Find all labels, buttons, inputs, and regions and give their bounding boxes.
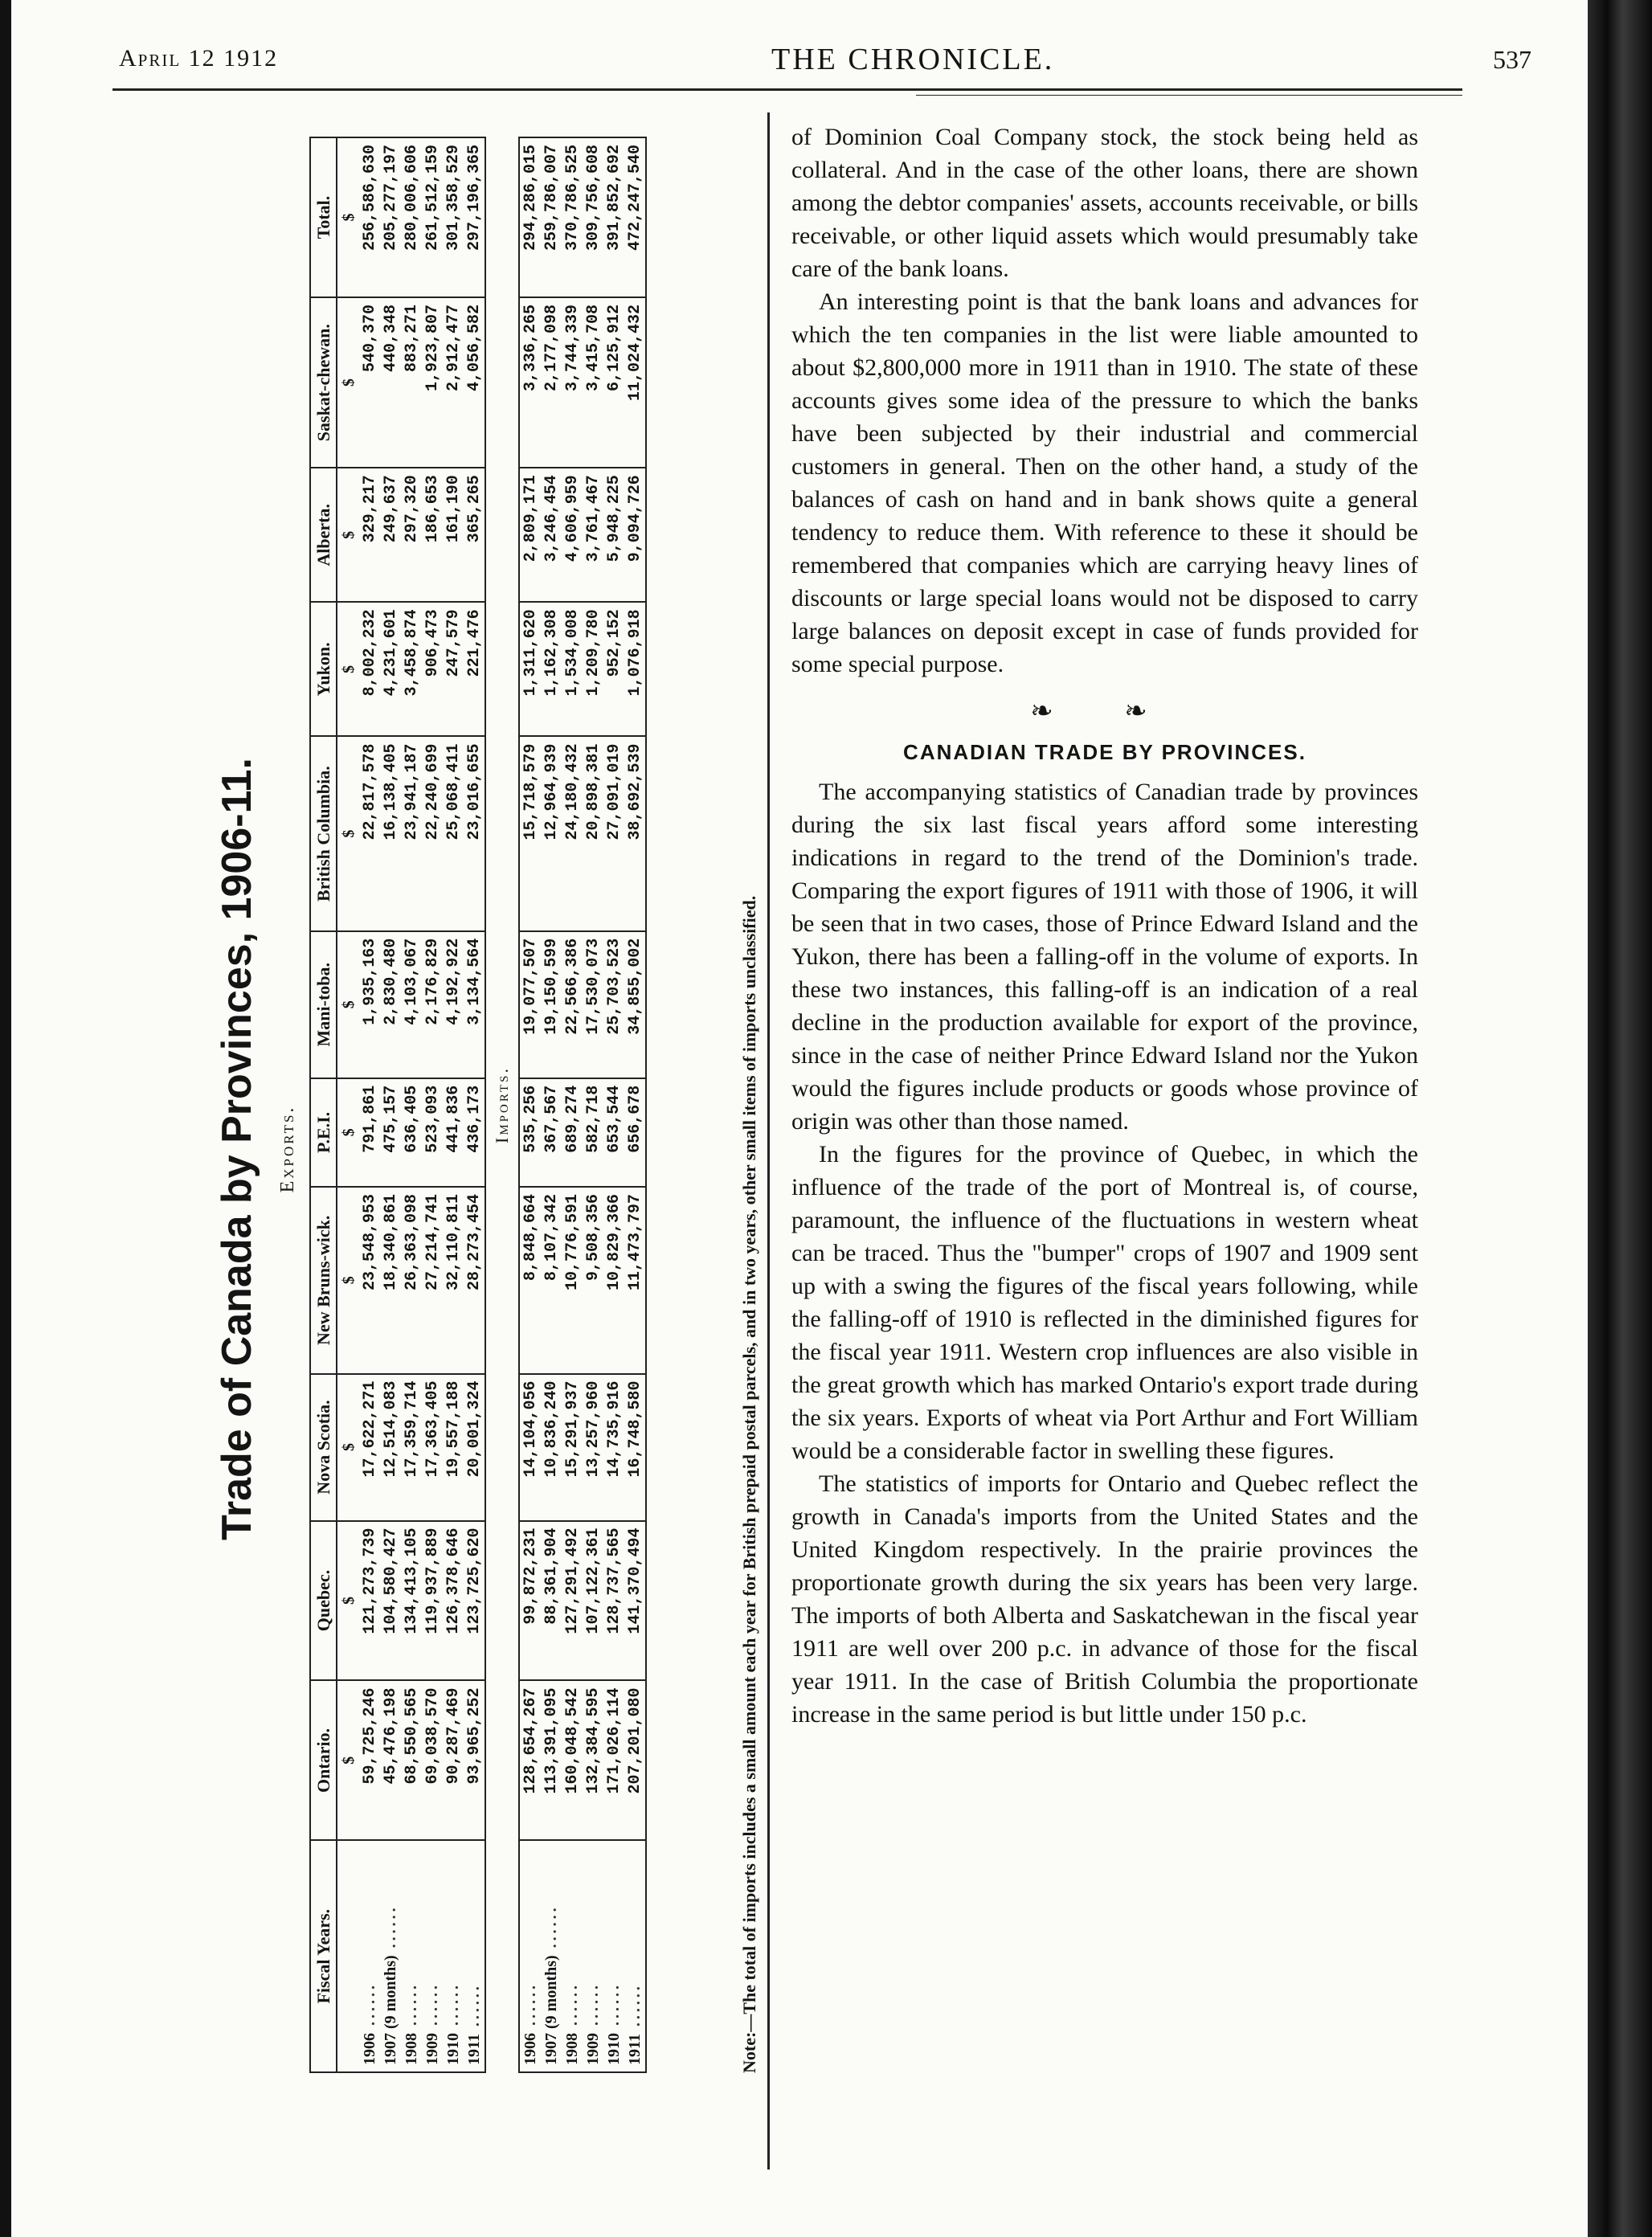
table-cell: 10,776,591 bbox=[562, 1187, 583, 1374]
table-cell: 391,852,692 bbox=[603, 137, 624, 297]
table-cell: 3,336,265 bbox=[519, 297, 541, 468]
fiscal-year bbox=[583, 1840, 603, 2072]
table-cell: 17,622,271 bbox=[359, 1374, 380, 1521]
col-header: British Columbia. bbox=[310, 736, 337, 930]
table-cell: 1,534,008 bbox=[562, 602, 583, 736]
table-cell: 523,093 bbox=[422, 1078, 443, 1187]
table-cell: 2,912,477 bbox=[443, 297, 464, 468]
col-header: P.E.I. bbox=[310, 1078, 337, 1187]
table-cell: 12,514,083 bbox=[380, 1374, 401, 1521]
table-cell: 2,177,098 bbox=[541, 297, 562, 468]
currency-row bbox=[337, 137, 359, 2072]
issue-date: April 12 1912 bbox=[119, 45, 279, 72]
table-cell: 636,405 bbox=[401, 1078, 422, 1187]
table-cell: 12,964,939 bbox=[541, 736, 562, 930]
fiscal-year bbox=[443, 1840, 464, 2072]
col-header: Alberta. bbox=[310, 468, 337, 602]
table-cell: 59,725,246 bbox=[359, 1680, 380, 1840]
exports-row bbox=[464, 137, 485, 2072]
masthead: THE CHRONICLE. bbox=[771, 43, 1055, 76]
leader-dots: ...... bbox=[464, 1983, 483, 2035]
header-rule bbox=[112, 88, 1462, 91]
section-label-row bbox=[485, 137, 519, 2072]
leader-dots: ...... bbox=[402, 1982, 420, 2033]
table-cell: 27,214,741 bbox=[422, 1187, 443, 1374]
table-cell: 1,923,807 bbox=[422, 297, 443, 468]
table-title: Trade of Canada by Provinces, 1906-11. bbox=[214, 758, 260, 1541]
fiscal-year bbox=[422, 1840, 443, 2072]
page-header bbox=[104, 42, 1556, 90]
table-cell: 26,363,098 bbox=[401, 1187, 422, 1374]
col-header-fiscal-years: Fiscal Years. bbox=[310, 1840, 337, 2072]
leader-dots: ...... bbox=[562, 1982, 581, 2033]
table-cell: 301,358,529 bbox=[443, 137, 464, 297]
leader-dots: ...... bbox=[360, 1982, 378, 2033]
exports-row bbox=[443, 137, 464, 2072]
table-cell: 656,678 bbox=[624, 1078, 646, 1187]
table-cell: 297,196,365 bbox=[464, 137, 485, 297]
table-cell: 16,748,580 bbox=[624, 1374, 646, 1521]
table-cell: 472,247,540 bbox=[624, 137, 646, 297]
leader-dots: ...... bbox=[381, 1904, 399, 1956]
table-cell: 791,861 bbox=[359, 1078, 380, 1187]
table-cell: 22,566,386 bbox=[562, 931, 583, 1078]
table-cell: 3,761,467 bbox=[583, 468, 603, 602]
table-cell: 1,311,620 bbox=[519, 602, 541, 736]
leader-dots: ...... bbox=[444, 1982, 462, 2033]
fiscal-year-label: 1911 bbox=[625, 2034, 644, 2065]
article-column bbox=[791, 121, 1418, 1731]
paragraph-imports: The statistics of imports for Ontario and Quebec reflect the growth in Canada's imports from the United States and the United Kingdom respectively. In the prairie provinces the proportionate growth during the six years has been very large. The imports of both Alberta and Saskatchewan in the fiscal year 1911 are well over 200 p.c. in advance of those for the fiscal year 1911. In the case of British Columbia the proportionate increase in the same period is but little under 150 p.c. bbox=[791, 1470, 1418, 1728]
table-cell: 17,530,073 bbox=[583, 931, 603, 1078]
table-cell: 9,094,726 bbox=[624, 468, 646, 602]
table-cell: 20,898,381 bbox=[583, 736, 603, 930]
fiscal-year-label: 1910 bbox=[604, 2033, 623, 2065]
table-cell: 297,320 bbox=[401, 468, 422, 602]
table-cell: 8,002,232 bbox=[359, 602, 380, 736]
exports-row bbox=[401, 137, 422, 2072]
table-cell: 1,076,918 bbox=[624, 602, 646, 736]
table-cell: 99,872,231 bbox=[519, 1521, 541, 1681]
table-cell: 20,001,324 bbox=[464, 1374, 485, 1521]
table-cell: 16,138,405 bbox=[380, 736, 401, 930]
col-header: Ontario. bbox=[310, 1680, 337, 1840]
table-cell: 10,836,240 bbox=[541, 1374, 562, 1521]
exports-row bbox=[380, 137, 401, 2072]
rotated-trade-table-block bbox=[177, 112, 787, 2186]
section-label: Imports. bbox=[492, 1066, 513, 1143]
table-cell: 93,965,252 bbox=[464, 1680, 485, 1840]
table-cell: 45,476,198 bbox=[380, 1680, 401, 1840]
table-cell: 367,567 bbox=[541, 1078, 562, 1187]
leader-dots: ...... bbox=[625, 1983, 644, 2035]
imports-row bbox=[541, 137, 562, 2072]
table-cell: 582,718 bbox=[583, 1078, 603, 1187]
trade-table bbox=[309, 137, 647, 2073]
section-ornament: ❧ ❧ bbox=[1030, 697, 1180, 726]
table-cell: 1,162,308 bbox=[541, 602, 562, 736]
fiscal-year bbox=[401, 1840, 422, 2072]
paragraph-continued: of Dominion Coal Company stock, the stock being held as collateral. And in the case of the other loans, there are shown among the debtor companies' assets, accounts receivable, or bills receivable, or other liquid assets which would presumably take care of the bank loans. bbox=[791, 124, 1418, 282]
table-cell: 3,458,874 bbox=[401, 602, 422, 736]
leader-dots: ...... bbox=[542, 1904, 560, 1956]
exports-row bbox=[422, 137, 443, 2072]
table-cell: 261,512,159 bbox=[422, 137, 443, 297]
table-cell: 161,190 bbox=[443, 468, 464, 602]
fiscal-year bbox=[541, 1840, 562, 2072]
paragraph-quebec: In the figures for the province of Quebec, in which the influence of the trade of the port of Montreal is, of course, paramount, the influence of the fluctuations in western wheat can be traced. Thus the "bumper" crops of 1907 and 1909 sent up with a swing the figures of the fiscal years following, while the falling-off of 1910 is reflected in the diminished figures for the fiscal year 1911. Western crop influences are also visible in the great growth which has marked Ontario's export trade during the six years. Exports of wheat via Port Arthur and Fort William would be a considerable factor in swelling these figures. bbox=[791, 1141, 1418, 1464]
table-cell: 540,370 bbox=[359, 297, 380, 468]
currency-symbol: $ bbox=[337, 1187, 359, 1374]
table-cell: 10,829,366 bbox=[603, 1187, 624, 1374]
column-divider bbox=[767, 112, 770, 2170]
currency-symbol: $ bbox=[337, 1680, 359, 1840]
table-cell: 123,725,620 bbox=[464, 1521, 485, 1681]
table-cell: 3,744,339 bbox=[562, 297, 583, 468]
table-cell: 6,125,912 bbox=[603, 297, 624, 468]
table-cell: 13,257,960 bbox=[583, 1374, 603, 1521]
table-cell: 441,836 bbox=[443, 1078, 464, 1187]
table-cell: 5,948,225 bbox=[603, 468, 624, 602]
table-cell: 126,378,646 bbox=[443, 1521, 464, 1681]
fiscal-year bbox=[380, 1840, 401, 2072]
table-cell: 4,606,959 bbox=[562, 468, 583, 602]
table-cell: 952,152 bbox=[603, 602, 624, 736]
table-cell: 259,786,007 bbox=[541, 137, 562, 297]
table-cell: 4,103,067 bbox=[401, 931, 422, 1078]
currency-symbol: $ bbox=[337, 1078, 359, 1187]
imports-row bbox=[603, 137, 624, 2072]
fiscal-year-label: 1909 bbox=[583, 2033, 602, 2065]
col-header: Mani-toba. bbox=[310, 931, 337, 1078]
table-cell: 256,586,630 bbox=[359, 137, 380, 297]
fiscal-year-label: 1906 bbox=[360, 2033, 378, 2065]
table-cell: 11,024,432 bbox=[624, 297, 646, 468]
table-cell: 22,240,699 bbox=[422, 736, 443, 930]
table-cell: 128,654,267 bbox=[519, 1680, 541, 1840]
page-number: 537 bbox=[1493, 45, 1531, 74]
currency-symbol: $ bbox=[337, 468, 359, 602]
table-cell: 23,548,953 bbox=[359, 1187, 380, 1374]
table-cell: 3,246,454 bbox=[541, 468, 562, 602]
table-cell: 689,274 bbox=[562, 1078, 583, 1187]
table-note: Note:—The total of imports includes a small amount each year for British prepaid postal parcels, and in two years, other small items of imports unclassified. bbox=[739, 895, 759, 2073]
article-heading: CANADIAN TRADE BY PROVINCES. bbox=[903, 740, 1306, 764]
table-cell: 107,122,361 bbox=[583, 1521, 603, 1681]
imports-row bbox=[624, 137, 646, 2072]
table-cell: 221,476 bbox=[464, 602, 485, 736]
table-cell: 18,340,861 bbox=[380, 1187, 401, 1374]
table-cell: 11,473,797 bbox=[624, 1187, 646, 1374]
table-cell: 132,384,595 bbox=[583, 1680, 603, 1840]
table-cell: 1,935,163 bbox=[359, 931, 380, 1078]
table-cell: 69,038,570 bbox=[422, 1680, 443, 1840]
table-cell: 121,273,739 bbox=[359, 1521, 380, 1681]
table-cell: 104,580,427 bbox=[380, 1521, 401, 1681]
table-cell: 365,265 bbox=[464, 468, 485, 602]
table-cell: 8,107,342 bbox=[541, 1187, 562, 1374]
table-cell: 14,735,916 bbox=[603, 1374, 624, 1521]
table-cell: 186,653 bbox=[422, 468, 443, 602]
col-header: Saskat-chewan. bbox=[310, 297, 337, 468]
table-cell: 309,756,608 bbox=[583, 137, 603, 297]
table-cell: 27,091,019 bbox=[603, 736, 624, 930]
currency-symbol: $ bbox=[337, 602, 359, 736]
col-header: New Bruns-wick. bbox=[310, 1187, 337, 1374]
fiscal-year bbox=[519, 1840, 541, 2072]
table-cell: 24,180,432 bbox=[562, 736, 583, 930]
currency-symbol: $ bbox=[337, 736, 359, 930]
table-cell: 15,291,937 bbox=[562, 1374, 583, 1521]
table-cell: 9,508,356 bbox=[583, 1187, 603, 1374]
col-header: Quebec. bbox=[310, 1521, 337, 1681]
fiscal-year-label: 1907 (9 months) bbox=[542, 1955, 560, 2065]
table-cell: 280,006,606 bbox=[401, 137, 422, 297]
table-cell: 535,256 bbox=[519, 1078, 541, 1187]
imports-row bbox=[562, 137, 583, 2072]
fiscal-year-label: 1911 bbox=[464, 2034, 483, 2065]
col-header: Nova Scotia. bbox=[310, 1374, 337, 1521]
fiscal-year-label: 1909 bbox=[423, 2033, 441, 2065]
header-rule-thin bbox=[916, 95, 1462, 96]
table-cell: 8,848,664 bbox=[519, 1187, 541, 1374]
table-cell: 4,231,601 bbox=[380, 602, 401, 736]
currency-symbol: $ bbox=[337, 297, 359, 468]
table-cell: 883,271 bbox=[401, 297, 422, 468]
imports-row bbox=[519, 137, 541, 2072]
currency-symbol: $ bbox=[337, 137, 359, 297]
fiscal-year-label: 1910 bbox=[444, 2033, 462, 2065]
table-cell: 2,176,829 bbox=[422, 931, 443, 1078]
table-cell: 436,173 bbox=[464, 1078, 485, 1187]
table-cell: 249,637 bbox=[380, 468, 401, 602]
table-cell: 294,286,015 bbox=[519, 137, 541, 297]
table-cell: 22,817,578 bbox=[359, 736, 380, 930]
table-cell: 25,068,411 bbox=[443, 736, 464, 930]
leader-dots: ...... bbox=[583, 1982, 602, 2033]
col-header: Total. bbox=[310, 137, 337, 297]
currency-symbol: $ bbox=[337, 1374, 359, 1521]
table-cell: 23,941,187 bbox=[401, 736, 422, 930]
scan-edge-right bbox=[1588, 0, 1652, 2237]
table-cell: 3,415,708 bbox=[583, 297, 603, 468]
table-cell: 205,277,197 bbox=[380, 137, 401, 297]
table-cell: 127,291,492 bbox=[562, 1521, 583, 1681]
table-cell: 4,056,582 bbox=[464, 297, 485, 468]
exports-row bbox=[359, 137, 380, 2072]
table-cell: 475,157 bbox=[380, 1078, 401, 1187]
paragraph-exports: The accompanying statistics of Canadian trade by provinces during the six last fiscal years afford some interesting indications in regard to the trend of the Dominion's trade. Comparing the export figures of 1911 with those of 1906, it will be seen that in two cases, those of Prince Edward Island and the Yukon, there has been a falling-off in the volume of exports. In these two instances, this falling-off is an indication of a real decline in the production available for export of the province, since in the case of neither Prince Edward Island nor the Yukon would the figures include products or goods whose province of origin was other than those named. bbox=[791, 779, 1418, 1135]
table-cell: 653,544 bbox=[603, 1078, 624, 1187]
table-cell: 370,786,525 bbox=[562, 137, 583, 297]
table-cell: 19,150,599 bbox=[541, 931, 562, 1078]
table-cell: 134,413,105 bbox=[401, 1521, 422, 1681]
table-cell: 160,048,542 bbox=[562, 1680, 583, 1840]
table-cell: 207,201,080 bbox=[624, 1680, 646, 1840]
table-cell: 4,192,922 bbox=[443, 931, 464, 1078]
table-cell: 906,473 bbox=[422, 602, 443, 736]
table-cell: 247,579 bbox=[443, 602, 464, 736]
exports-caption: Exports. bbox=[277, 1105, 298, 1193]
table-cell: 128,737,565 bbox=[603, 1521, 624, 1681]
table-cell: 113,391,095 bbox=[541, 1680, 562, 1840]
table-cell: 38,692,539 bbox=[624, 736, 646, 930]
scan-edge-left bbox=[0, 0, 11, 2237]
fiscal-year-label: 1907 (9 months) bbox=[381, 1955, 399, 2065]
fiscal-year-label: 1908 bbox=[402, 2033, 420, 2065]
table-header-row bbox=[310, 137, 337, 2072]
table-body bbox=[337, 137, 646, 2072]
table-cell: 19,077,507 bbox=[519, 931, 541, 1078]
table-cell: 141,370,494 bbox=[624, 1521, 646, 1681]
table-cell: 119,937,889 bbox=[422, 1521, 443, 1681]
imports-row bbox=[583, 137, 603, 2072]
table-cell: 25,703,523 bbox=[603, 931, 624, 1078]
fiscal-year bbox=[603, 1840, 624, 2072]
table-cell: 90,287,469 bbox=[443, 1680, 464, 1840]
table-cell: 88,361,904 bbox=[541, 1521, 562, 1681]
fiscal-year-label: 1908 bbox=[562, 2033, 581, 2065]
table-cell: 28,273,454 bbox=[464, 1187, 485, 1374]
paragraph-bank-loans: An interesting point is that the bank loans and advances for which the ten companies in the list were liable amounted to about $2,800,000 more in 1911 than in 1910. The state of these accounts gives some idea of the pressure to which the banks have been subjected by their industrial and commercial customers in general. Then on the other hand, a study of the balances of cash on hand and in bank shows quite a general tendency to reduce them. With reference to these it should be remembered that companies which are carrying heavy lines of discounts or large special loans would not be disposed to carry large balances on deposit except in case of funds provided for some special purpose. bbox=[791, 288, 1418, 677]
table-cell: 171,026,114 bbox=[603, 1680, 624, 1840]
table-cell: 23,016,655 bbox=[464, 736, 485, 930]
leader-dots: ...... bbox=[423, 1982, 441, 2033]
currency-symbol: $ bbox=[337, 1521, 359, 1681]
table-cell: 17,359,714 bbox=[401, 1374, 422, 1521]
table-cell: 15,718,579 bbox=[519, 736, 541, 930]
leader-dots: ...... bbox=[604, 1982, 623, 2033]
table-cell: 1,209,780 bbox=[583, 602, 603, 736]
table-cell: 3,134,564 bbox=[464, 931, 485, 1078]
table-cell: 440,348 bbox=[380, 297, 401, 468]
table-cell: 32,110,811 bbox=[443, 1187, 464, 1374]
table-cell: 19,557,188 bbox=[443, 1374, 464, 1521]
table-cell: 17,363,405 bbox=[422, 1374, 443, 1521]
fiscal-year bbox=[464, 1840, 485, 2072]
fiscal-year-label: 1906 bbox=[521, 2033, 539, 2065]
fiscal-year bbox=[359, 1840, 380, 2072]
table-cell: 2,809,171 bbox=[519, 468, 541, 602]
table-cell: 2,830,480 bbox=[380, 931, 401, 1078]
table-cell: 329,217 bbox=[359, 468, 380, 602]
fiscal-year bbox=[562, 1840, 583, 2072]
table-cell: 34,855,002 bbox=[624, 931, 646, 1078]
col-header: Yukon. bbox=[310, 602, 337, 736]
table-cell: 68,550,565 bbox=[401, 1680, 422, 1840]
table-cell: 14,104,056 bbox=[519, 1374, 541, 1521]
fiscal-year bbox=[624, 1840, 646, 2072]
leader-dots: ...... bbox=[521, 1982, 539, 2033]
currency-symbol: $ bbox=[337, 931, 359, 1078]
